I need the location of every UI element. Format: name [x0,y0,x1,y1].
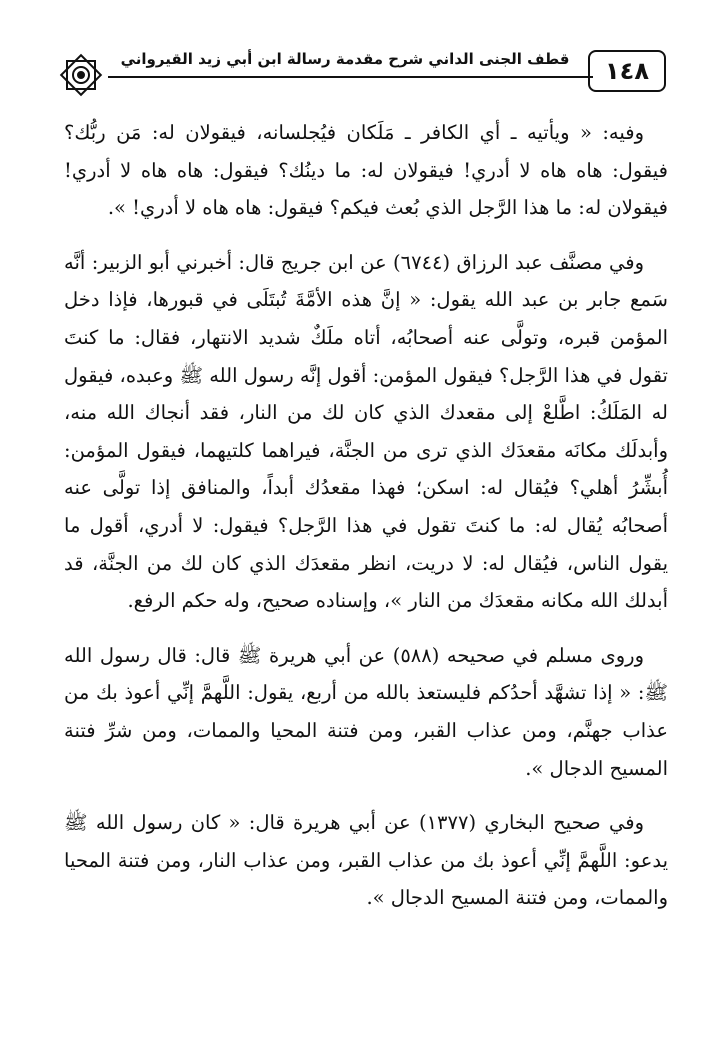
page-header [58,42,668,98]
page-body [64,114,668,917]
header-rule [108,76,593,78]
paragraph-2: وفي مصنَّف عبد الرزاق (٦٧٤٤) عن ابن جريج قال: أخبرني أبو الزبير: أنَّه سَمع جابر بن عبد الله يقول: « إنَّ هذه الأمَّةَ تُبتَلَى في قبورها، فإذا دخل المؤمن قبره، وتولَّى عنه أصحابُه، أتاه ملَكٌ شديد الانتهار، فقال: ما كنتَ تقول في هذا الرَّجل؟ فيقول المؤمن: أقول إنَّه رسول الله ﷺ وعبده، فيقول له المَلَكُ: اطَّلعْ إلى مقعدك الذي كان لك من النار، فقد أنجاك الله منه، وأبدلَك مكانَه مقعدَك الذي ترى من الجنَّة، فيراهما كلتيهما، فيقول المؤمن: أُبشِّرُ أهلي؟ فيُقال له: اسكن؛ فهذا مقعدُك أبداً، والمنافق إذا تولَّى عنه أصحابُه يُقال له: ما كنتَ تقول في هذا الرَّجل؟ فيقول: لا أدري، أقول ما يقول الناس، فيُقال له: لا دريت، انظر مقعدَك الذي كان لك من الجنَّة، قد أبدلك الله مكانه مقعدَك من النار »، وإسناده صحيح، وله حكم الرفع. [64,250,668,613]
page-number: ١٤٨ [588,50,666,92]
eight-point-star-ornament-icon [58,52,104,98]
paragraph-3: وروى مسلم في صحيحه (٥٨٨) عن أبي هريرة ﷺ قال: قال رسول الله ﷺ: « إذا تشهَّد أحدُكم فليستعذ بالله من أربع، يقول: اللَّهمَّ إنِّي أعوذ بك من عذاب جهنَّم، ومن عذاب القبر، ومن فتنة المحيا والممات، ومن شرِّ فتنة المسيح الدجال ». [64,643,668,780]
book-title: قطف الجنى الداني شرح مقدمة رسالة ابن أبي زيد القيرواني [120,50,570,68]
paragraph-1: وفيه: « ويأتيه ـ أي الكافر ـ مَلَكان فيُجلسانه، فيقولان له: مَن ربُّك؟ فيقول: هاه هاه لا أدري! فيقولان له: ما دينُك؟ فيقول: هاه هاه لا أدري! فيقولان له: ما هذا الرَّجل الذي بُعث فيكم؟ فيقول: هاه هاه لا أدري! ». [64,121,668,220]
paragraph-4: وفي صحيح البخاري (١٣٧٧) عن أبي هريرة قال: « كان رسول الله ﷺ يدعو: اللَّهمَّ إنِّي أعوذ بك من عذاب القبر، ومن عذاب النار، ومن فتنة المحيا والممات، ومن فتنة المسيح الدجال ». [64,811,668,910]
